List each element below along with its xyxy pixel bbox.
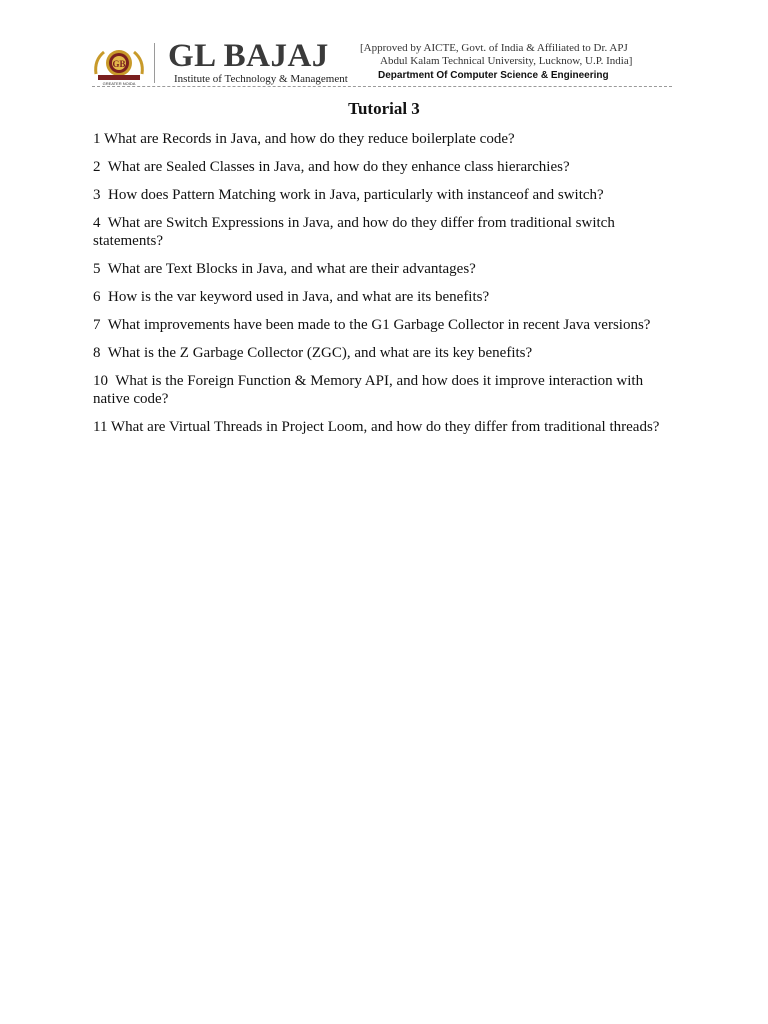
header-divider [154,43,155,83]
svg-text:GB: GB [112,59,126,69]
question-item: 2 What are Sealed Classes in Java, and how do they enhance class hierarchies? [93,159,570,175]
question-item: 3 How does Pattern Matching work in Java, particularly with instanceof and switch? [93,187,604,203]
brand-subtitle: Institute of Technology & Management [174,73,348,85]
question-list [93,130,678,446]
institute-logo-icon [92,44,146,86]
approval-line-1: [Approved by AICTE, Govt. of India & Affiliated to Dr. APJ [360,42,628,54]
page-title: Tutorial 3 [348,99,420,118]
question-item: 8 What is the Z Garbage Collector (ZGC), and what are its key benefits? [93,345,533,361]
question-item: 4 What are Switch Expressions in Java, and how do they differ from traditional switch statements? [93,215,619,249]
question-item: 11 What are Virtual Threads in Project Loom, and how do they differ from traditional threads? [93,419,660,435]
question-item: 10 What is the Foreign Function & Memory API, and how does it improve interaction with native code? [93,373,647,407]
letterhead [92,40,676,90]
approval-line-2: Abdul Kalam Technical University, Lucknow, U.P. India] [380,55,633,67]
question-item: 1 What are Records in Java, and how do they reduce boilerplate code? [93,131,515,147]
question-item: 7 What improvements have been made to the G1 Garbage Collector in recent Java versions? [93,317,651,333]
approval-block [360,42,680,82]
brand-name: GL BAJAJ [168,38,329,74]
brand-block [168,40,348,85]
question-item: 5 What are Text Blocks in Java, and what are their advantages? [93,261,476,277]
department-name: Department Of Computer Science & Engineering [378,70,609,81]
logo-caption: GREATER NOIDA [102,81,136,86]
header-rule [92,86,672,87]
question-item: 6 How is the var keyword used in Java, and what are its benefits? [93,289,490,305]
